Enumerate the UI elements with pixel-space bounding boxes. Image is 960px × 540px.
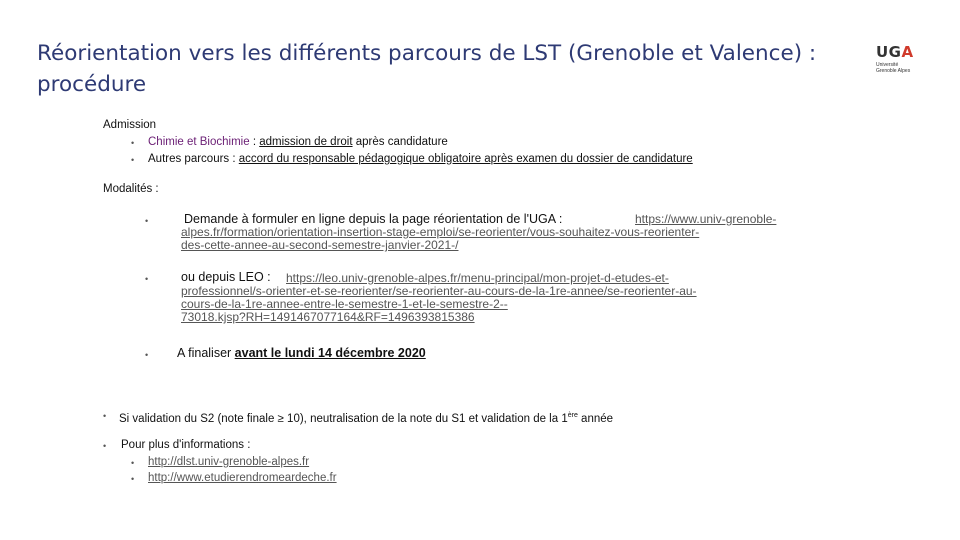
uga-logo-mark: UGA [876,43,914,61]
uga-reorientation-link-cont[interactable]: alpes.fr/formation/orientation-insertion-stage-emploi/se-reorienter/vous-souhaitez-vous-reorienter- [181,225,700,239]
admission-item-chimie: Chimie et Biochimie : admission de droit après candidature [148,136,448,148]
dlst-link[interactable]: http://dlst.univ-grenoble-alpes.fr [148,456,310,468]
bullet: • [103,411,107,421]
leo-link-cont[interactable]: cours-de-la-1re-annee-entre-le-semestre-1-et-le-semestre-2-- [181,297,508,311]
drome-ardeche-link[interactable]: http://www.etudierendromeardeche.fr [148,472,337,484]
bullet: • [131,474,135,484]
uga-reorientation-link[interactable]: https://www.univ-grenoble- [635,212,777,226]
uga-reorientation-link-cont[interactable]: des-cette-annee-au-second-semestre-janvier-2021-/ [181,238,459,252]
info-heading: Pour plus d'informations : [121,439,251,451]
modalites-heading: Modalités : [103,183,159,195]
uga-logo [876,45,924,75]
bullet: • [103,441,107,451]
bullet: • [145,274,149,284]
bullet: • [145,216,149,226]
leo-link-cont[interactable]: 73018.kjsp?RH=1491467077164&RF=1496393815386 [181,310,475,324]
bullet: • [131,155,135,165]
modalites-item-uga: Demande à formuler en ligne depuis la page réorientation de l'UGA : [184,212,563,226]
admission-heading: Admission [103,119,157,131]
bullet: • [145,350,149,360]
modalites-item-deadline: A finaliser avant le lundi 14 décembre 2020 [177,346,426,360]
bullet: • [131,458,135,468]
slide-title: Réorientation vers les différents parcours de LST (Grenoble et Valence) : procédure [37,41,817,97]
modalites-item-leo: ou depuis LEO : [181,270,271,284]
validation-note: Si validation du S2 (note finale ≥ 10), neutralisation de la note du S1 et validation de la 1ère année [119,412,614,425]
admission-item-autres: Autres parcours : accord du responsable pédagogique obligatoire après examen du dossier de candidature [148,153,693,165]
leo-link-cont[interactable]: professionnel/s-orienter-et-se-reorienter/se-reorienter-au-cours-de-la-1re-annee/se-reorienter-au- [181,284,697,298]
bullet: • [131,138,135,148]
leo-link[interactable]: https://leo.univ-grenoble-alpes.fr/menu-principal/mon-projet-d-etudes-et- [286,271,669,285]
uga-logo-text: Université Grenoble Alpes [876,62,911,74]
